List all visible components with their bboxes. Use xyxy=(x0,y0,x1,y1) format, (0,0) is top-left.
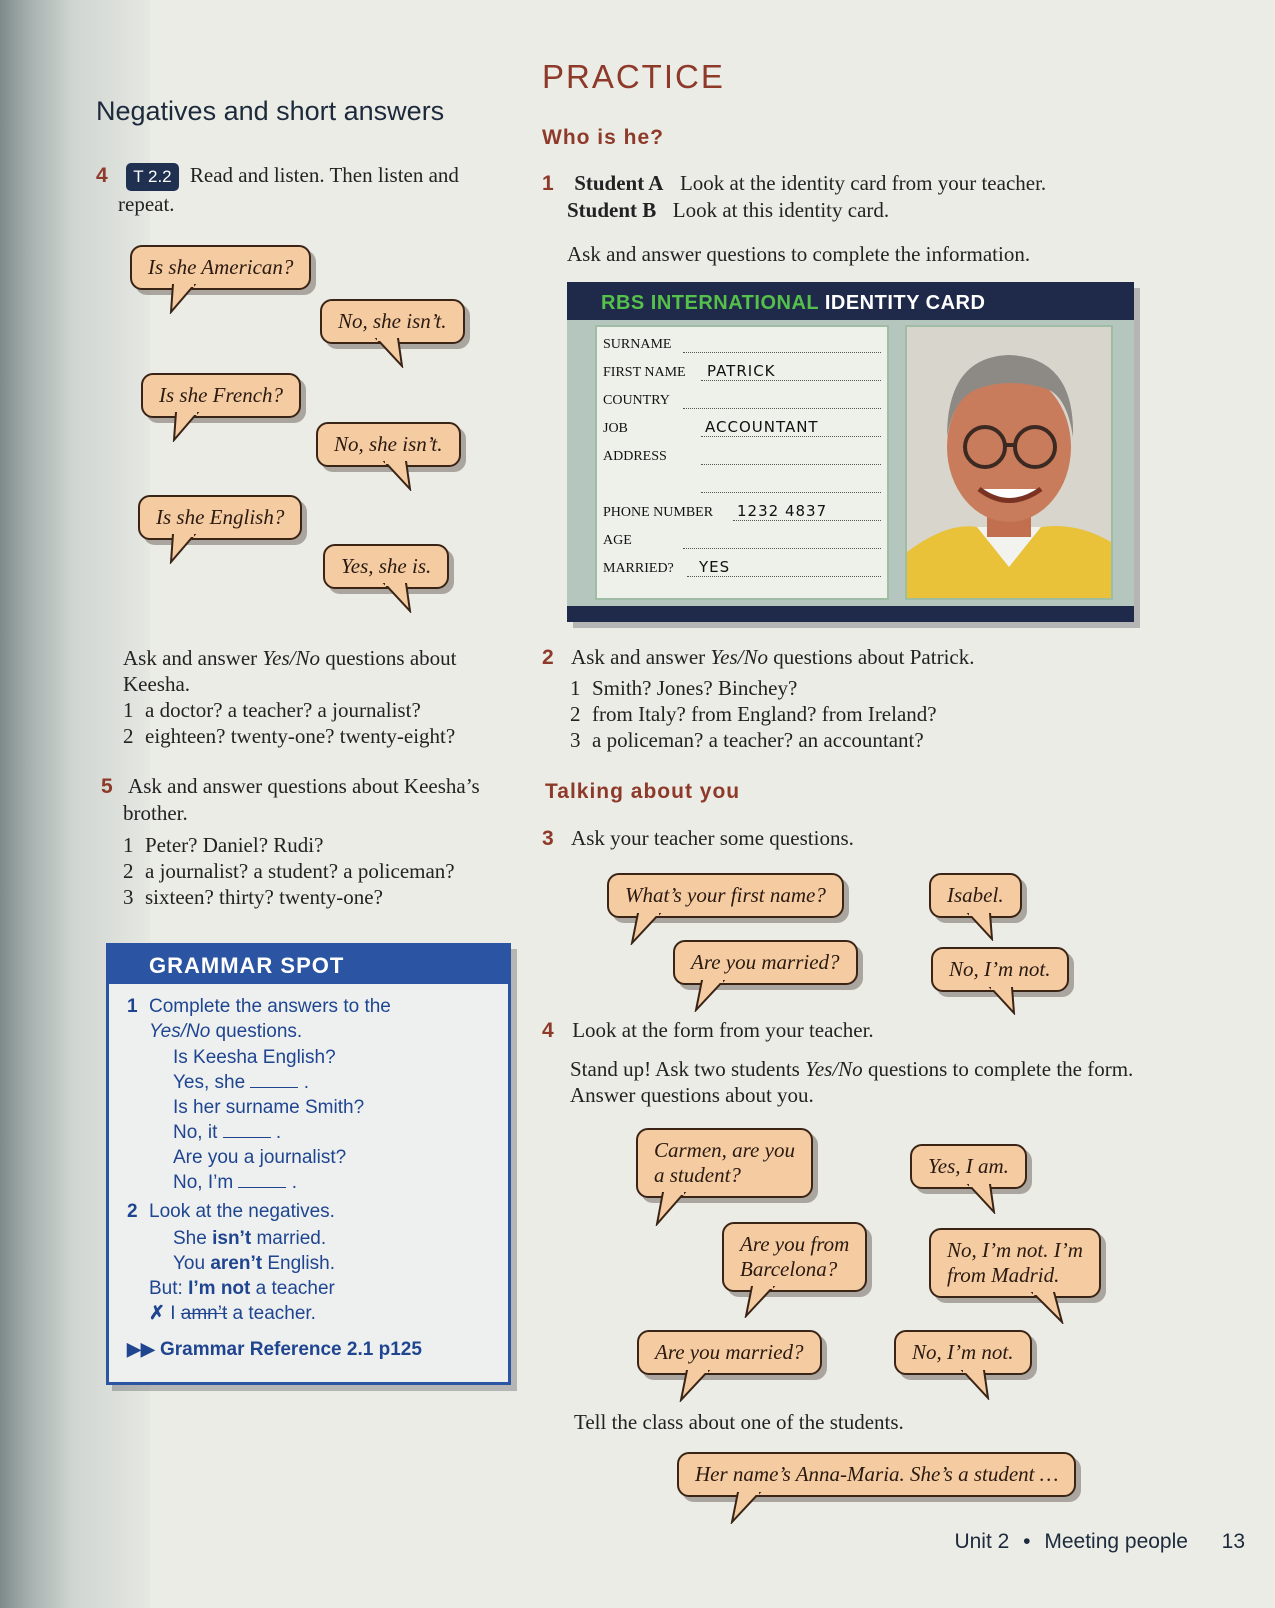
speech-bubble xyxy=(636,1128,813,1198)
field-value: YES xyxy=(699,558,731,576)
exercise-number: 2 xyxy=(542,646,554,669)
field-first-name xyxy=(603,359,881,383)
exercise-2 xyxy=(542,644,1182,753)
field-line xyxy=(701,464,881,465)
exercise-number: 4 xyxy=(96,164,108,187)
bubble-tail xyxy=(165,534,205,564)
separator: • xyxy=(1023,1530,1031,1553)
grammar-text: English. xyxy=(267,1253,335,1274)
exercise-number: 4 xyxy=(542,1019,554,1042)
bubble-tail xyxy=(988,987,1024,1015)
field-label: AGE xyxy=(603,533,632,548)
grammar-text: married. xyxy=(256,1228,327,1249)
grammar-text: a teacher xyxy=(255,1278,335,1299)
text-italic: Yes/No xyxy=(262,646,320,670)
grammar-answer: No, it xyxy=(173,1122,218,1143)
grammar-spot-title: GRAMMAR SPOT xyxy=(109,946,508,984)
list-item xyxy=(123,858,511,884)
bubble-tail xyxy=(728,1492,768,1524)
bubble-tail xyxy=(372,338,412,368)
bubble-tail xyxy=(380,583,420,613)
speech-bubble xyxy=(929,1228,1101,1298)
answer-blank xyxy=(223,1121,271,1138)
student-label: Student A xyxy=(574,171,664,195)
bubble-tail xyxy=(966,913,1002,941)
bubble-tail xyxy=(960,1370,996,1400)
section-heading-negatives: Negatives and short answers xyxy=(96,96,445,126)
portrait-illustration xyxy=(907,327,1111,598)
instruction-text-cont: brother. xyxy=(123,801,188,825)
text: Ask and answer xyxy=(123,646,258,670)
grammar-instruction: Complete the answers to the xyxy=(149,996,391,1017)
answer-blank xyxy=(238,1171,286,1188)
instruction-text: Tell the class about one of the students. xyxy=(574,1410,904,1434)
speech-bubble: No, she isn’t. xyxy=(320,299,465,344)
unit-topic: Meeting people xyxy=(1044,1530,1188,1553)
page-number: 13 xyxy=(1221,1530,1245,1553)
list-number: 2 xyxy=(570,702,581,726)
speech-bubble: Are you married? xyxy=(637,1330,822,1375)
bubble-tail xyxy=(653,1192,693,1226)
speech-bubble: No, I’m not. xyxy=(894,1330,1032,1375)
field-address xyxy=(603,443,881,467)
field-line xyxy=(683,352,881,353)
bubble-line: Barcelona? xyxy=(740,1257,838,1281)
field-label: PHONE NUMBER xyxy=(603,505,714,520)
speech-bubble: Are you married? xyxy=(673,940,858,985)
list-item xyxy=(123,832,511,858)
text-italic: Yes/No xyxy=(710,645,769,669)
bubble-line: a student? xyxy=(654,1163,741,1187)
grammar-instruction: Look at the negatives. xyxy=(149,1201,335,1222)
list-number: 1 xyxy=(570,676,581,700)
field-value: 1232 4837 xyxy=(737,502,828,520)
list-number: 1 xyxy=(123,698,134,722)
speech-bubble: Isabel. xyxy=(929,873,1022,918)
instruction-text: Look at the form from your teacher. xyxy=(572,1018,874,1042)
grammar-text: You xyxy=(173,1253,206,1274)
bubble-line: from Madrid. xyxy=(947,1263,1060,1287)
grammar-reference-link[interactable] xyxy=(127,1337,422,1362)
bubble-line: Are you from xyxy=(740,1232,850,1256)
identity-card xyxy=(567,282,1134,622)
field-value: PATRICK xyxy=(707,362,776,380)
list-number: 3 xyxy=(123,885,134,909)
instruction-text: Read and listen. Then listen and xyxy=(189,163,459,187)
field-value: ACCOUNTANT xyxy=(705,418,819,436)
page-title: PRACTICE xyxy=(542,58,725,95)
exercise-1 xyxy=(542,170,1182,267)
instruction-text: Look at this identity card. xyxy=(672,198,890,222)
bubble-tail xyxy=(168,412,208,442)
speech-bubble: Is she American? xyxy=(130,245,311,290)
field-line xyxy=(701,492,881,493)
bubble-tail xyxy=(966,1184,1002,1214)
list-text: a policeman? a teacher? an accountant? xyxy=(592,728,924,752)
bubble-tail xyxy=(742,1286,782,1318)
section-heading-talking: Talking about you xyxy=(545,780,741,803)
field-label: MARRIED? xyxy=(603,561,674,576)
list-item xyxy=(570,675,1182,701)
field-married xyxy=(603,555,881,579)
grammar-text: But: xyxy=(149,1278,183,1299)
instruction-text: Ask and answer questions about Keesha’s xyxy=(128,774,480,798)
exercise-4 xyxy=(96,162,496,217)
grammar-strike: amn’t xyxy=(180,1303,228,1324)
field-surname xyxy=(603,331,881,355)
speech-bubble: Is she English? xyxy=(138,495,302,540)
grammar-bold: isn’t xyxy=(212,1228,252,1249)
bubble-tail xyxy=(165,284,205,314)
speech-bubble: What’s your first name? xyxy=(607,873,844,918)
identity-card-header xyxy=(567,282,1134,320)
list-number: 3 xyxy=(570,728,581,752)
list-text: from Italy? from England? from Ireland? xyxy=(592,702,937,726)
instruction-text-cont: repeat. xyxy=(118,192,175,216)
field-label: COUNTRY xyxy=(603,393,670,408)
field-phone xyxy=(603,499,881,523)
list-text: a journalist? a student? a policeman? xyxy=(145,859,455,883)
text: Keesha. xyxy=(123,672,191,696)
bubble-line: Carmen, are you xyxy=(654,1138,795,1162)
field-label: FIRST NAME xyxy=(603,365,686,380)
grammar-num: 1 xyxy=(127,996,138,1017)
field-label: ADDRESS xyxy=(603,449,667,464)
list-text: Peter? Daniel? Rudi? xyxy=(145,833,324,857)
identity-card-body xyxy=(567,320,1134,606)
page-footer xyxy=(954,1530,1245,1554)
grammar-question: Is Keesha English? xyxy=(173,1047,336,1068)
portrait-photo xyxy=(905,325,1113,600)
bubble-tail xyxy=(692,980,732,1012)
answer-blank xyxy=(250,1071,298,1088)
grammar-answer: No, I’m xyxy=(173,1172,234,1193)
field-job xyxy=(603,415,881,439)
list-text: a doctor? a teacher? a journalist? xyxy=(145,698,421,722)
grammar-spot-box: GRAMMAR SPOT 1 Complete the answers to the Yes/No questions. Is Keesha English? Yes, she . Is her surname Smith? No, it . Are you a journalist? No, I’m . 2 Look at the negatives. She isn’t married. You aren’t English. But: I’m not a teacher ✗ I amn’t a teacher. ▶▶ Grammar Reference 2.1 p125 xyxy=(106,943,511,1385)
instruction-text: Ask your teacher some questions. xyxy=(571,826,854,850)
text: Stand up! Ask two students xyxy=(570,1057,800,1081)
speech-bubble: Her name’s Anna-Maria. She’s a student … xyxy=(677,1452,1076,1497)
list-number: 2 xyxy=(123,859,134,883)
grammar-bold: aren’t xyxy=(210,1253,263,1274)
field-line xyxy=(687,576,881,577)
exercise-number: 3 xyxy=(542,827,554,850)
field-country xyxy=(603,387,881,411)
speech-bubble xyxy=(722,1222,867,1292)
speech-bubble: Yes, she is. xyxy=(323,544,449,589)
text: Ask and answer xyxy=(571,645,706,669)
speech-bubble: No, I’m not. xyxy=(931,947,1069,992)
list-number: 2 xyxy=(123,724,134,748)
exercise-number: 1 xyxy=(542,172,554,195)
instruction-text: Look at the identity card from your teacher. xyxy=(679,171,1047,195)
list-item xyxy=(123,697,513,723)
text: questions to complete the form. xyxy=(867,1057,1134,1081)
speech-bubble: Yes, I am. xyxy=(910,1144,1027,1189)
speech-bubble: No, she isn’t. xyxy=(316,422,461,467)
bubble-tail xyxy=(628,913,668,945)
text-italic: Yes/No xyxy=(805,1057,863,1081)
audio-track-badge: T 2.2 xyxy=(126,163,178,191)
grammar-question: Are you a journalist? xyxy=(173,1147,347,1168)
field-line xyxy=(733,520,881,521)
exercise-5 xyxy=(101,773,511,910)
list-text: sixteen? thirty? twenty-one? xyxy=(145,885,383,909)
exercise-3 xyxy=(542,825,854,852)
field-line xyxy=(701,380,881,381)
bubble-tail xyxy=(380,461,420,491)
cross-icon: ✗ xyxy=(149,1303,165,1324)
field-line xyxy=(683,548,881,549)
student-label: Student B xyxy=(567,198,657,222)
grammar-bold: I’m not xyxy=(188,1278,251,1299)
list-text: eighteen? twenty-one? twenty-eight? xyxy=(145,724,456,748)
list-item xyxy=(123,884,511,910)
card-title: IDENTITY CARD xyxy=(824,292,986,314)
list-text: Smith? Jones? Binchey? xyxy=(592,676,798,700)
bubble-line: No, I’m not. I’m xyxy=(947,1238,1083,1262)
bubble-tail xyxy=(677,1370,717,1402)
bubble-tail xyxy=(1030,1292,1070,1324)
keesha-questions xyxy=(123,645,513,749)
grammar-reference-text: Grammar Reference 2.1 p125 xyxy=(159,1339,422,1360)
field-age xyxy=(603,527,881,551)
card-brand: RBS INTERNATIONAL xyxy=(601,292,819,314)
text: Answer questions about you. xyxy=(570,1083,814,1107)
exercise-number: 5 xyxy=(101,775,113,798)
list-item xyxy=(570,701,1182,727)
list-item xyxy=(570,727,1182,753)
speech-bubble: Is she French? xyxy=(141,373,301,418)
grammar-question: Is her surname Smith? xyxy=(173,1097,365,1118)
field-line xyxy=(683,408,881,409)
field-line xyxy=(701,436,881,437)
grammar-italic: Yes/No xyxy=(149,1021,211,1042)
text: questions about xyxy=(325,646,457,670)
field-label: JOB xyxy=(603,421,628,436)
unit-label: Unit 2 xyxy=(954,1530,1010,1553)
grammar-text: I xyxy=(170,1303,176,1324)
exercise-4-form xyxy=(542,1017,1202,1108)
identity-card-form xyxy=(595,325,889,600)
list-number: 1 xyxy=(123,833,134,857)
field-label: SURNAME xyxy=(603,337,672,352)
grammar-num: 2 xyxy=(127,1201,138,1222)
list-item xyxy=(123,723,513,749)
grammar-text: questions. xyxy=(215,1021,303,1042)
grammar-text: a teacher. xyxy=(232,1303,316,1324)
text: questions about Patrick. xyxy=(773,645,975,669)
grammar-text: She xyxy=(173,1228,207,1249)
double-arrow-icon: ▶▶ xyxy=(127,1339,155,1359)
grammar-answer: Yes, she xyxy=(173,1072,246,1093)
field-address-line-2 xyxy=(603,471,881,495)
instruction-text: Ask and answer questions to complete the information. xyxy=(567,242,1031,266)
section-heading-who: Who is he? xyxy=(542,126,664,149)
